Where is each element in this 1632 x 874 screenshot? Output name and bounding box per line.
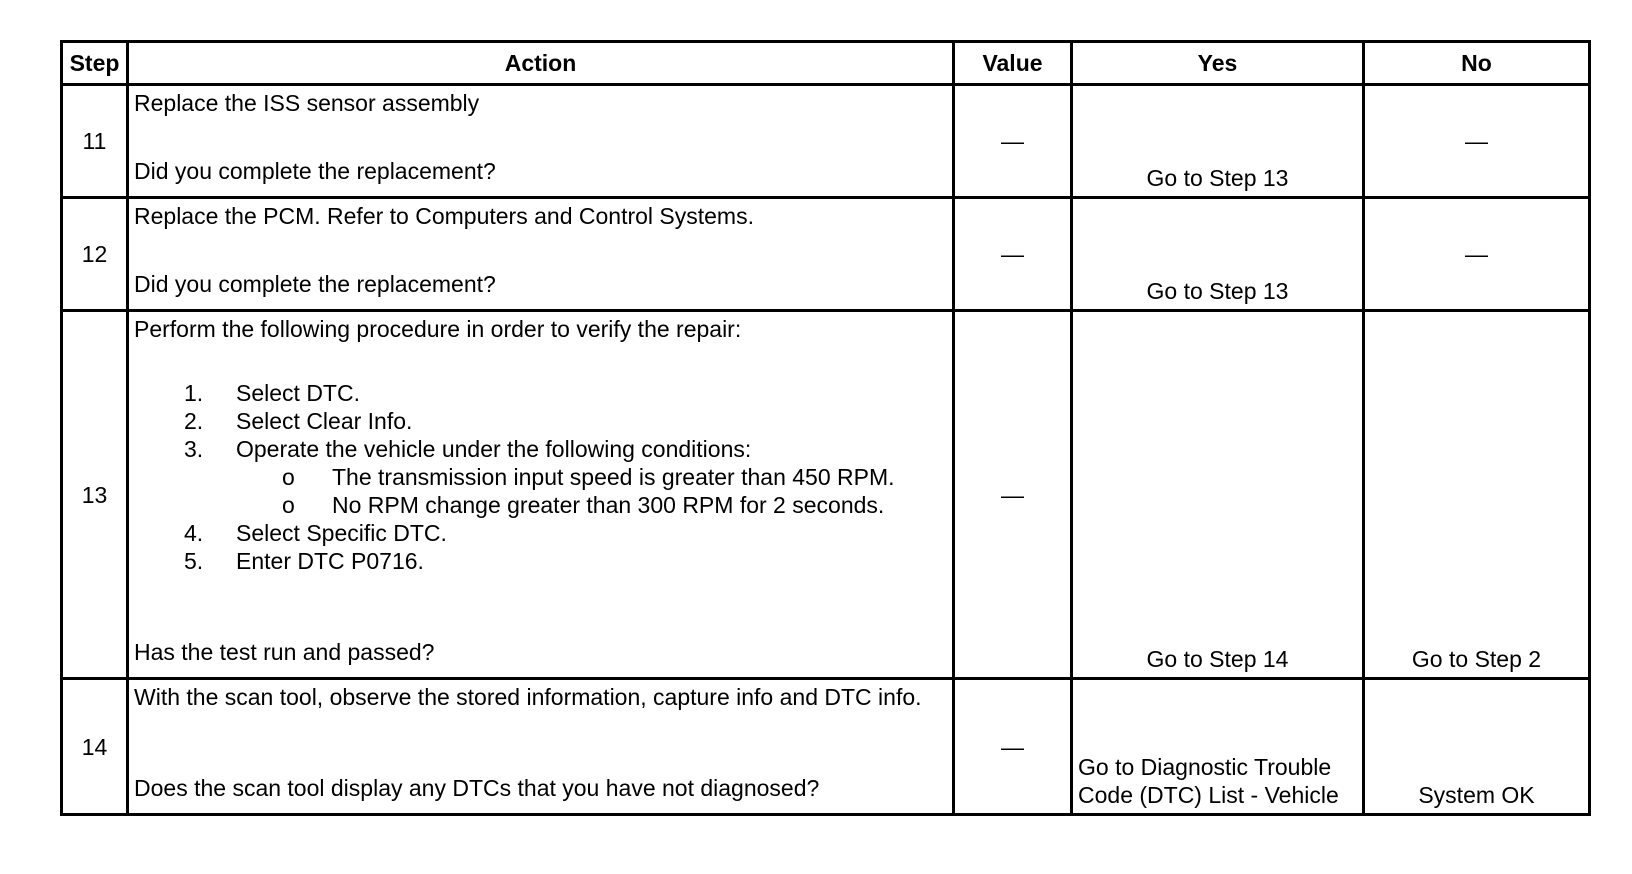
yes-cell: Go to Diagnostic Trouble Code (DTC) List - Vehicle — [1072, 679, 1364, 815]
condition-item: o The transmission input speed is greater than 450 RPM. — [282, 464, 895, 490]
yes-cell: Go to Step 13 — [1072, 198, 1364, 311]
header-row — [62, 42, 1590, 85]
no-cell: Go to Step 2 — [1364, 311, 1590, 679]
header-action: Action — [128, 42, 954, 85]
yes-cell: Go to Step 13 — [1072, 85, 1364, 198]
action-question: Does the scan tool display any DTCs that you have not diagnosed? — [134, 775, 820, 801]
procedure-step: 2. Select Clear Info. — [184, 408, 413, 434]
table-row — [62, 85, 1590, 198]
header-value: Value — [954, 42, 1072, 85]
procedure-list — [134, 379, 948, 575]
condition-list — [236, 463, 948, 519]
action-instruction: With the scan tool, observe the stored information, capture info and DTC info. — [134, 684, 922, 710]
action-question: Did you complete the replacement? — [134, 158, 496, 184]
action-cell — [128, 198, 954, 311]
no-cell: — — [1364, 85, 1590, 198]
step-number: 14 — [62, 679, 128, 815]
no-cell: — — [1364, 198, 1590, 311]
action-instruction: Replace the ISS sensor assembly — [134, 90, 480, 116]
value-cell: — — [954, 198, 1072, 311]
value-cell: — — [954, 311, 1072, 679]
step-number: 12 — [62, 198, 128, 311]
action-question: Did you complete the replacement? — [134, 271, 496, 297]
step-number: 13 — [62, 311, 128, 679]
no-cell: System OK — [1364, 679, 1590, 815]
table-row — [62, 198, 1590, 311]
condition-item: o No RPM change greater than 300 RPM for 2 seconds. — [282, 492, 885, 518]
value-cell: — — [954, 679, 1072, 815]
step-number: 11 — [62, 85, 128, 198]
header-no: No — [1364, 42, 1590, 85]
diagnostic-table — [60, 40, 1591, 816]
procedure-step: 3. Operate the vehicle under the following conditions: o The transmission input speed is greater than 450 RPM. o No RPM change greater than 300 RPM for 2 seconds. — [134, 435, 948, 519]
header-yes: Yes — [1072, 42, 1364, 85]
table-row — [62, 311, 1590, 679]
value-cell: — — [954, 85, 1072, 198]
action-question: Has the test run and passed? — [134, 639, 435, 665]
yes-cell: Go to Step 14 — [1072, 311, 1364, 679]
action-cell — [128, 311, 954, 679]
procedure-step: 1. Select DTC. — [184, 380, 360, 406]
table-row — [62, 679, 1590, 815]
action-intro: Perform the following procedure in order to verify the repair: — [134, 316, 742, 342]
procedure-step: 5. Enter DTC P0716. — [184, 548, 424, 574]
procedure-step: 4. Select Specific DTC. — [184, 520, 447, 546]
action-instruction: Replace the PCM. Refer to Computers and Control Systems. — [134, 203, 754, 229]
action-cell — [128, 85, 954, 198]
action-cell — [128, 679, 954, 815]
header-step: Step — [62, 42, 128, 85]
